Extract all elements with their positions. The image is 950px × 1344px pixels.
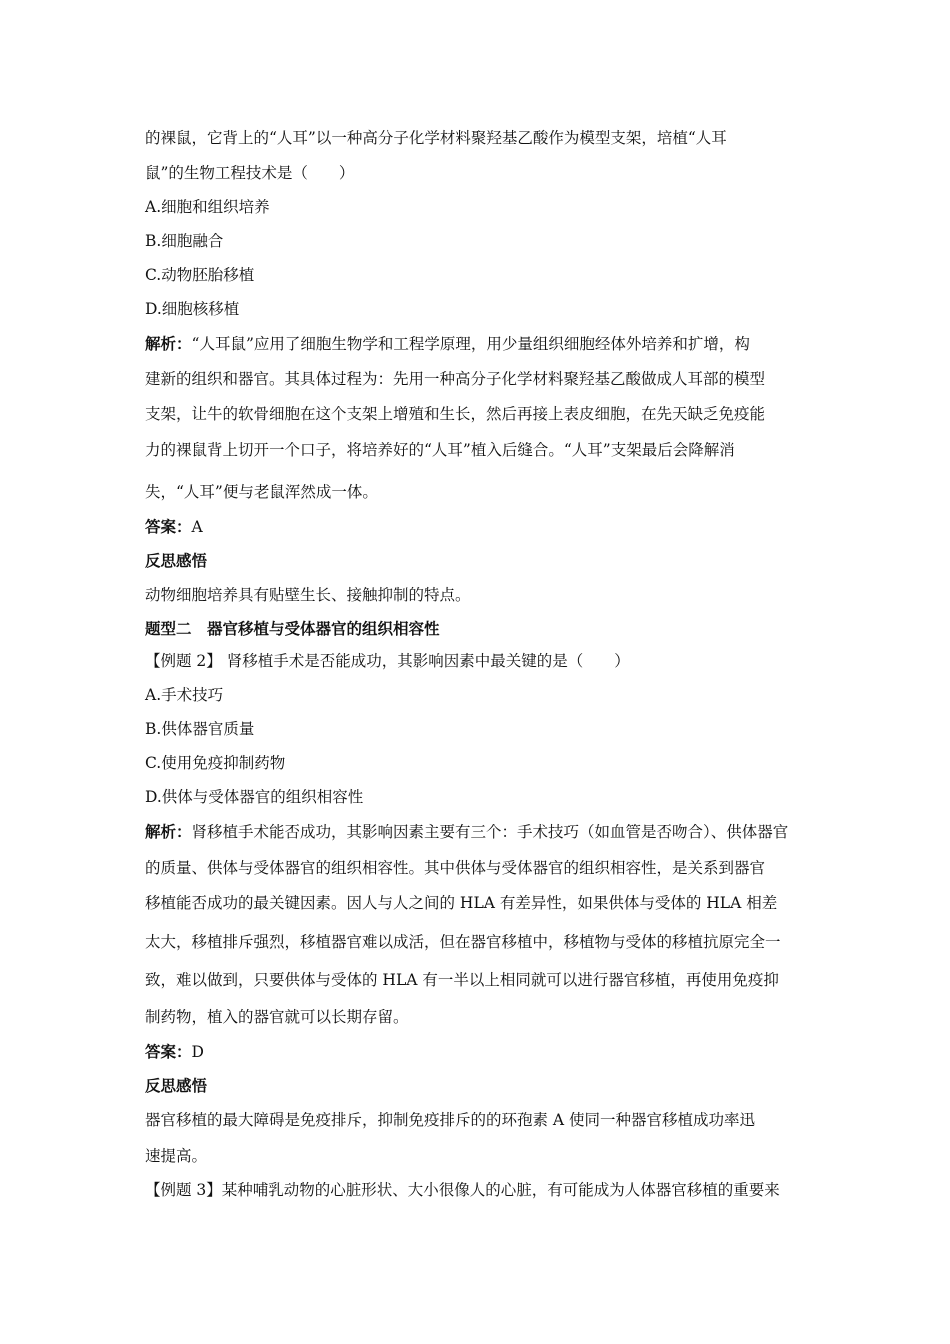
q1-analysis-text-1: “人耳鼠”应用了细胞生物学和工程学原理，用少量组织细胞经体外培养和扩增，构 bbox=[191, 335, 750, 353]
q1-option-d: D.细胞核移植 bbox=[145, 300, 240, 318]
q2-option-d: D.供体与受体器官的组织相容性 bbox=[145, 788, 364, 806]
q2-reflection-line-1: 器官移植的最大障碍是免疫排斥，抑制免疫排斥的的环孢素 A 使同一种器官移植成功率迅 bbox=[145, 1111, 756, 1129]
q2-answer-label: 答案： bbox=[145, 1043, 192, 1061]
q2-option-c: C.使用免疫抑制药物 bbox=[145, 754, 286, 772]
q1-reflection-title: 反思感悟 bbox=[145, 552, 208, 570]
q2-option-b: B.供体器官质量 bbox=[145, 720, 255, 738]
q2-answer bbox=[145, 1042, 805, 1062]
q2-analysis-line-3: 移植能否成功的最关键因素。因人与人之间的 HLA 有差异性，如果供体与受体的 HLA 相差 bbox=[145, 894, 778, 912]
q2-analysis-line-1 bbox=[145, 822, 805, 842]
q2-tag: 【例题 2】 bbox=[145, 652, 222, 670]
q2-stem bbox=[145, 651, 805, 671]
q2-analysis-line-2: 的质量、供体与受体器官的组织相容性。其中供体与受体器官的组织相容性，是关系到器官 bbox=[145, 859, 766, 877]
q2-analysis-line-5: 致，难以做到，只要供体与受体的 HLA 有一半以上相同就可以进行器官移植，再使用免疫抑 bbox=[145, 971, 779, 989]
q2-answer-value: D bbox=[191, 1043, 204, 1061]
q1-analysis-line-2: 建新的组织和器官。其具体过程为：先用一种高分子化学材料聚羟基乙酸做成人耳部的模型 bbox=[145, 370, 766, 388]
q1-stem-line-2: 鼠”的生物工程技术是（ ） bbox=[145, 164, 355, 182]
q3-tag: 【例题 3】 bbox=[145, 1181, 222, 1199]
q2-analysis-line-6: 制药物，植入的器官就可以长期存留。 bbox=[145, 1008, 409, 1026]
q1-option-c: C.动物胚胎移植 bbox=[145, 266, 255, 284]
q1-stem-line-1: 的裸鼠，它背上的“人耳”以一种高分子化学材料聚羟基乙酸作为模型支架，培植“人耳 bbox=[145, 129, 727, 147]
q1-answer-label: 答案： bbox=[145, 518, 192, 536]
q1-analysis-line-3: 支架，让牛的软骨细胞在这个支架上增殖和生长，然后再接上表皮细胞，在先天缺乏免疫能 bbox=[145, 405, 766, 423]
q1-analysis-label: 解析： bbox=[145, 335, 192, 353]
q3-stem bbox=[145, 1180, 805, 1200]
q3-stem-text: 某种哺乳动物的心脏形状、大小很像人的心脏，有可能成为人体器官移植的重要来 bbox=[221, 1181, 780, 1199]
q2-reflection-line-2: 速提高。 bbox=[145, 1147, 208, 1165]
q1-answer-value: A bbox=[191, 518, 203, 536]
q2-stem-text: 肾移植手术是否能成功，其影响因素中最关键的是（ ） bbox=[221, 652, 630, 670]
q2-analysis-label: 解析： bbox=[145, 823, 192, 841]
section-2-title: 题型二 器官移植与受体器官的组织相容性 bbox=[145, 620, 440, 638]
q1-option-a: A.细胞和组织培养 bbox=[145, 198, 270, 216]
q1-reflection-text: 动物细胞培养具有贴壁生长、接触抑制的特点。 bbox=[145, 586, 471, 604]
q2-option-a: A.手术技巧 bbox=[145, 686, 224, 704]
q2-reflection-title: 反思感悟 bbox=[145, 1077, 208, 1095]
q1-answer bbox=[145, 517, 805, 537]
q1-analysis-line-1 bbox=[145, 334, 805, 354]
q1-option-b: B.细胞融合 bbox=[145, 232, 224, 250]
q1-analysis-line-5: 失，“人耳”便与老鼠浑然成一体。 bbox=[145, 483, 378, 501]
q2-analysis-line-4: 太大，移植排斥强烈，移植器官难以成活，但在器官移植中，移植物与受体的移植抗原完全一 bbox=[145, 933, 781, 951]
q2-analysis-text-1: 肾移植手术能否成功，其影响因素主要有三个：手术技巧（如血管是否吻合）、供体器官 bbox=[191, 823, 789, 841]
q1-analysis-line-4: 力的裸鼠背上切开一个口子，将培养好的“人耳”植入后缝合。“人耳”支架最后会降解消 bbox=[145, 441, 735, 459]
